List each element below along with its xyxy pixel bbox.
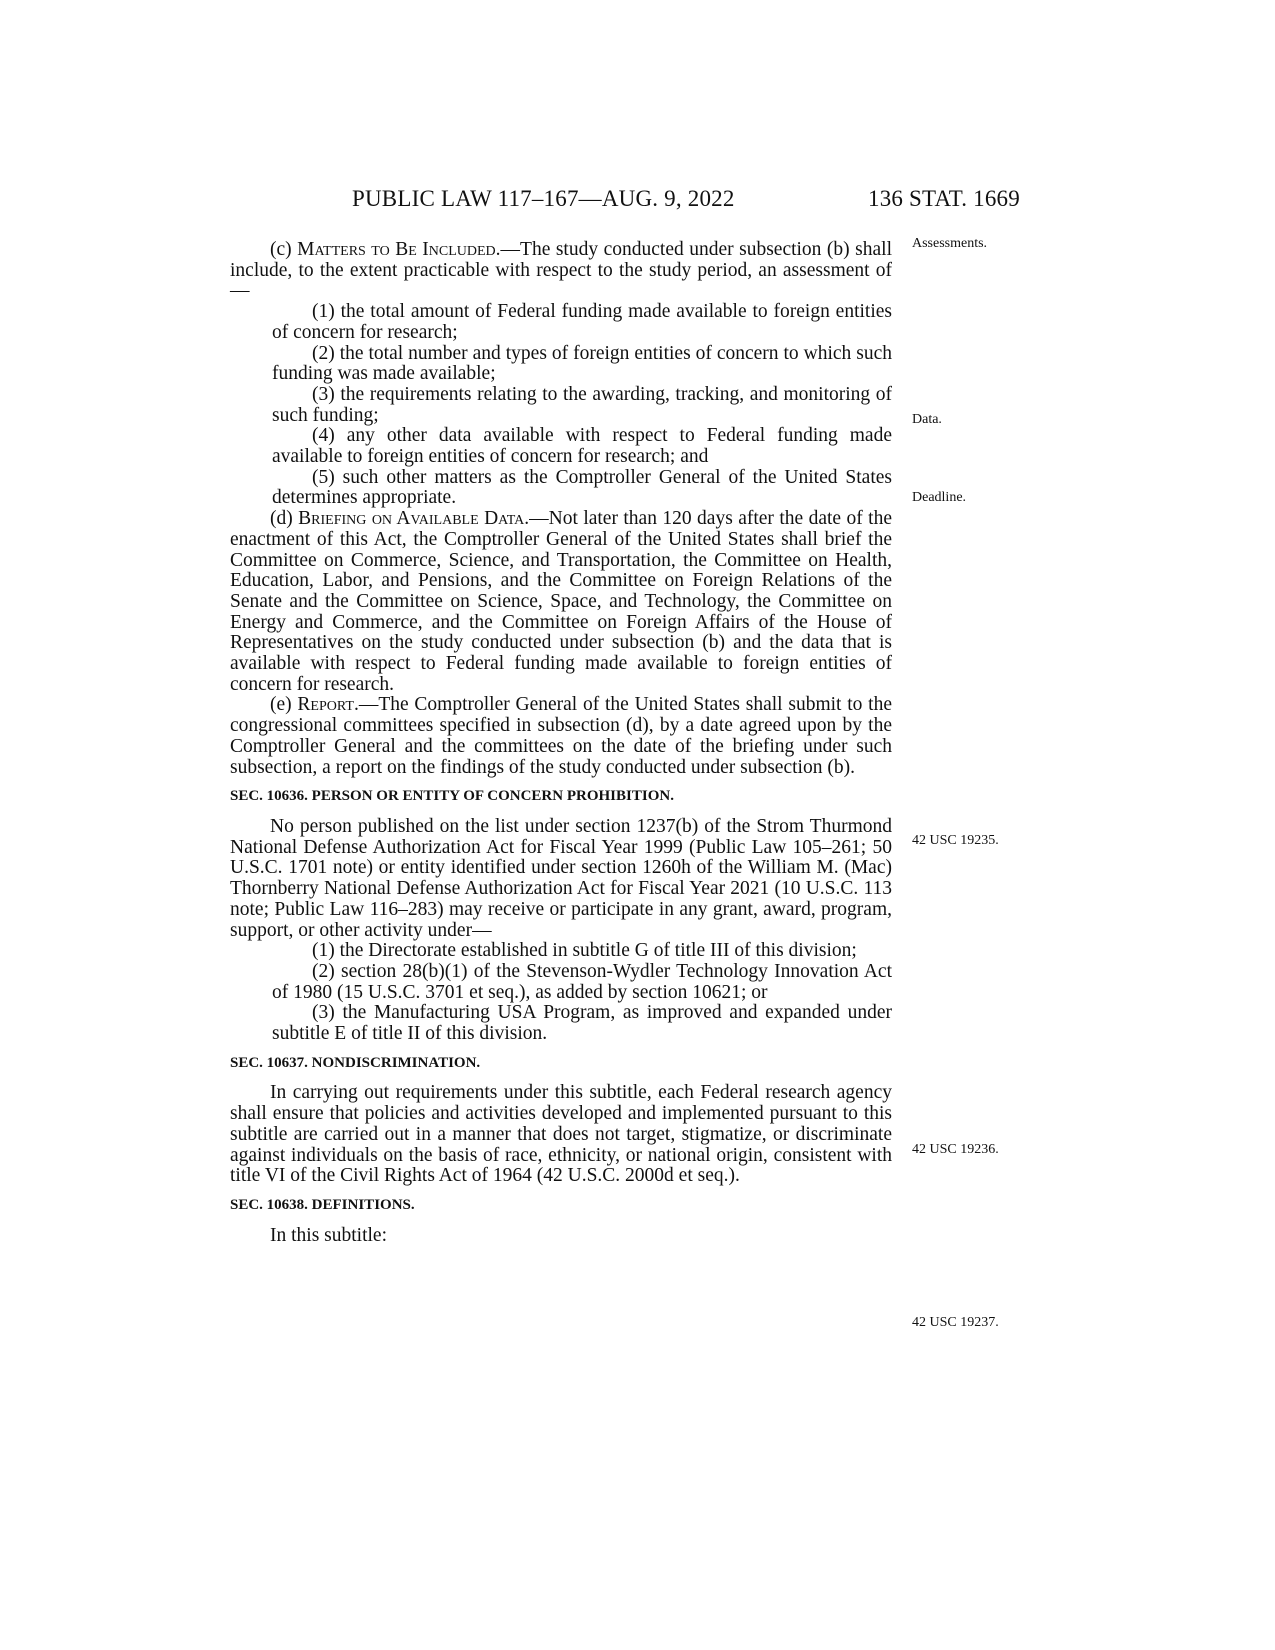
section-heading-10636: SEC. 10636. PERSON OR ENTITY OF CONCERN PROHIBITION. xyxy=(230,788,674,805)
section-heading-10637: SEC. 10637. NONDISCRIMINATION. xyxy=(230,1054,481,1071)
margin-note-usc-19237: 42 USC 19237. xyxy=(912,1315,999,1330)
subsection-c-heading: Matters to Be Included xyxy=(297,239,496,260)
margin-note-usc-19235: 42 USC 19235. xyxy=(912,833,999,848)
section-10638-text: In this subtitle: xyxy=(270,1224,387,1246)
list-item: (3) the Manufacturing USA Program, as improved and expanded under subtitle E of title II of this division. xyxy=(272,1002,892,1045)
section-10636-text: No person published on the list under section 1237(b) of the Strom Thurmond National Defense Authorization Act for Fiscal Year 1999 (Public Law 105–261; 50 U.S.C. 1701 note) or entity identified under section 1260h of the William M. (Mac) Thornberry National Defense Authorization Act for Fiscal Year 2021 (10 U.S.C. 113 note; Public Law 116–283) may receive or participate in any grant, award, program, support, or other activity under— xyxy=(230,815,892,941)
margin-note-data: Data. xyxy=(912,412,942,427)
document-body xyxy=(230,240,892,1246)
margin-note-assessments: Assessments. xyxy=(912,236,988,251)
list-item: (2) the total number and types of foreign entities of concern to which such funding was made available; xyxy=(272,342,892,385)
subsection-e: (e) Report.—The Comptroller General of the United States shall submit to the congressional committees specified in subsection (d), by a date agreed upon by the Comptroller General and the committees on the date of the briefing under such subsection, a report on the findings of the study conducted under subsection (b). xyxy=(230,694,892,778)
list-item: (3) the requirements relating to the awarding, tracking, and monitoring of such funding; xyxy=(272,383,892,426)
margin-note-deadline: Deadline. xyxy=(912,490,967,505)
running-header-left: PUBLIC LAW 117–167—AUG. 9, 2022 xyxy=(352,186,735,211)
section-heading-10638: SEC. 10638. DEFINITIONS. xyxy=(230,1196,415,1213)
list-item: (1) the Directorate established in subtitle G of title III of this division; xyxy=(312,940,857,962)
list-item: (4) any other data available with respect to Federal funding made available to foreign entities of concern for research; and xyxy=(272,425,892,468)
section-10637-text: In carrying out requirements under this subtitle, each Federal research agency shall ensure that policies and activities developed and implemented pursuant to this subtitle are carried out in a manner that does not target, stigmatize, or discriminate against individuals on the basis of race, ethnicity, or national origin, consistent with title VI of the Civil Rights Act of 1964 (42 U.S.C. 2000d et seq.). xyxy=(230,1082,892,1187)
subsection-d-heading: Briefing on Available Data xyxy=(298,508,525,530)
list-item: (1) the total amount of Federal funding made available to foreign entities of concern for research; xyxy=(272,301,892,343)
subsection-d: (d) Briefing on Available Data.—Not later than 120 days after the date of the enactment of this Act, the Comptroller General of the United States shall brief the Committee on Commerce, Science, and Transportation, the Committee on Health, Education, Labor, and Pensions, and the Committee on Foreign Relations of the Senate and the Committee on Science, Space, and Technology, the Committee on Energy and Commerce, and the Committee on Foreign Affairs of the House of Representatives on the study conducted under subsection (b) and the data that is available with respect to Federal funding made available to foreign entities of concern for research. xyxy=(230,508,892,695)
running-header-right: 136 STAT. 1669 xyxy=(868,186,1020,211)
list-item: (5) such other matters as the Comptroller General of the United States determines appropriate. xyxy=(272,466,892,509)
subsection-c: (c) Matters to Be Included.—The study conducted under subsection (b) shall include, to the extent practicable with respect to the study period, an assessment of— xyxy=(230,239,892,302)
margin-note-usc-19236: 42 USC 19236. xyxy=(912,1142,999,1157)
list-item: (2) section 28(b)(1) of the Stevenson-Wydler Technology Innovation Act of 1980 (15 U.S.C. 3701 et seq.), as added by section 10621; or xyxy=(272,960,892,1003)
subsection-e-heading: Report xyxy=(297,694,354,716)
